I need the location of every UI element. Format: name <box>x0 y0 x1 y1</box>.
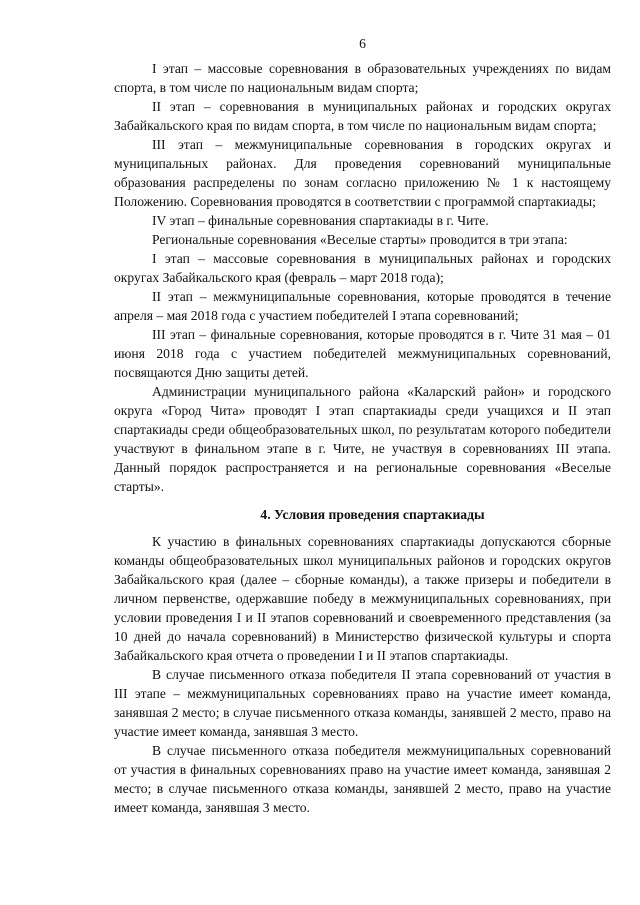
paragraph-fun-starts-stage-1: I этап – массовые соревнования в муниципальных районах и городских округах Забайкальского края (февраль – март 2018 года); <box>114 251 611 285</box>
paragraph-refusal-final: В случае письменного отказа победителя межмуниципальных соревнований от участия в финальных соревнованиях право на участие имеет команда, занявшая 2 место; в случае письменного отказа команды, занявшей 2 место, право на участие имеет команда, занявшая 3 место. <box>114 743 611 815</box>
paragraph-refusal-stage-2: В случае письменного отказа победителя II этапа соревнований от участия в III этапе – межмуниципальных соревнованиях право на участие имеет команда, занявшая 2 место; в случае письменного отказа команды, занявшей 2 место, право на участие имеет команда, занявшая 3 место. <box>114 667 611 739</box>
paragraph-participation: К участию в финальных соревнованиях спартакиады допускаются сборные команды общеобразовательных школ муниципальных районов и городских округов Забайкальского края (далее – сборные команды), а также призеры и победители в личном первенстве, одержавшие победу в межмуниципальных соревнованиях, при условии проведения I и II этапов соревнований и своевременного представления (за 10 дней до начала соревнований) в Министерство физической культуры и спорта Забайкальского края отчета о проведении I и II этапов спартакиады. <box>114 534 611 663</box>
paragraph-fun-starts-stage-3: III этап – финальные соревнования, которые проводятся в г. Чите 31 мая – 01 июня 2018 года с участием победителей межмуниципальных соревнований, посвящаются Дню защиты детей. <box>114 327 611 380</box>
paragraph-fun-starts-intro: Региональные соревнования «Веселые старты» проводится в три этапа: <box>152 232 568 247</box>
paragraph-stage-4: IV этап – финальные соревнования спартакиады в г. Чите. <box>152 213 489 228</box>
page-number: 6 <box>359 36 366 51</box>
paragraph-administrations: Администрации муниципального района «Каларский район» и городского округа «Город Чита» проводят I этап спартакиады среди учащихся и II этап спартакиады среди общеобразовательных школ, по результатам которого победители участвуют в финальном этапе в г. Чите, не участвуя в соревнованиях III этапа. Данный порядок распространяется и на региональные соревнования «Веселые старты». <box>114 384 611 494</box>
section-heading: 4. Условия проведения спартакиады <box>260 507 485 522</box>
paragraph-stage-3: III этап – межмуниципальные соревнования в городских округах и муниципальных районах. Для проведения соревнований муниципальные образования распределены по зонам согласно приложению № 1 к настоящему Положению. Соревнования проводятся в соответствии с программой спартакиады; <box>114 137 611 209</box>
paragraph-stage-2: II этап – соревнования в муниципальных районах и городских округах Забайкальского края по видам спорта, в том числе по национальным видам спорта; <box>114 99 611 133</box>
document-page <box>114 34 611 817</box>
paragraph-stage-1: I этап – массовые соревнования в образовательных учреждениях по видам спорта, в том числе по национальным видам спорта; <box>114 61 611 95</box>
paragraph-fun-starts-stage-2: II этап – межмуниципальные соревнования, которые проводятся в течение апреля – мая 2018 года с участием победителей I этапа соревнований; <box>114 289 611 323</box>
